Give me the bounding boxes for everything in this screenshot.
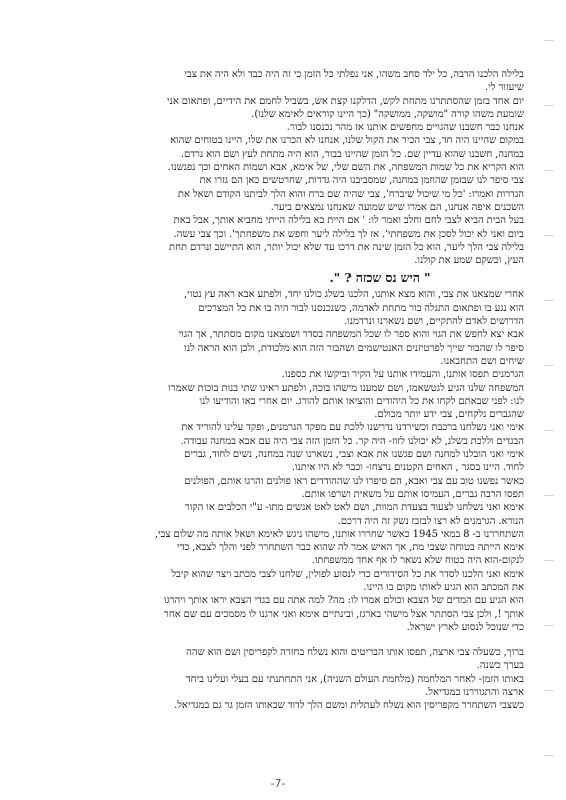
text-line: הוא הגיע עם המדים של הצבא וכולם אמרו לו: מה? למה אתה עם בגדי הצבא יראו אותך ויהרגו — [163, 595, 524, 607]
text-line: צבי סיפר לנו שבזמן שהוזמן במחנה, שמסביבנו היה גדרות, שחרטשים כאן הם גזרו את — [199, 175, 524, 187]
text-line: הדרושים לאדם להתקיים, ושם נשארנו ונרדמנו. — [343, 316, 524, 328]
text-line: הוא הקריא את כל שמות המשפחה, את השם שלי, של אימא, אבא ושמות האחים וכך נפגשנו. — [167, 162, 524, 174]
text-line: כדי שנוכל לנסוע לארץ ישראל. — [406, 621, 524, 633]
text-line: סיפר לו שהבור שייך לפרטיזנים האנטישמים ושהבור הזה הוא מלכודת, ולכן הוא הראה לנו — [184, 342, 524, 354]
margin-tick — [544, 625, 554, 626]
margin-tick — [544, 105, 554, 106]
text-line: הגדרות ואמרו: 'כל מי שיכול שיברח', צבי שהיה שם ברח והוא הלך לביתנו הקודם ושאל את — [177, 188, 524, 200]
margin-tick — [544, 690, 554, 691]
page-number: -7- — [270, 777, 286, 790]
text-line: בערך כשנה. — [476, 660, 524, 672]
margin-tick — [544, 560, 554, 561]
text-line: אימי ואני נשלחנו ברכבת וכשירדנו נדרשנו ללכת עם מפקד הגרמנים, ופקד עלינו להוריד את — [181, 422, 524, 434]
text-line: אותך !, ולכן צבי הסתתר אצל מישהי בארגז, ובינתיים אימא ואני ארגנו לו מסמכים עם שם אחר — [163, 608, 524, 620]
text-line: כשצבי השתחרר מקפריסין הוא נשלח לעתלית ומשם הלך לדוד שבאותו הזמן גר גם במגדיאל. — [174, 700, 524, 712]
text-line: אימא ואני נשלחנו לצעוד בצעדת המוות, ושם לאט לאט אנשים מתו- ע"י הכלבים או הקור — [184, 502, 524, 514]
text-line: בלילה הלכנו הרבה, כל ילד סחב משהו, אני נפלתי כל הזמן כי זה היה כבד ולא היה את צבי — [184, 69, 524, 80]
text-line: אימי ואני הובלנו למחנה ושם פגשנו את אבא וצבי, נשארנו שנה במחנה, נשים לחוד, גברים — [184, 449, 524, 461]
margin-tick — [544, 495, 554, 496]
text-line: הגרמנים תפסו אותנו, והעמידו אותנו על הקיר וביקשו את כספנו. — [281, 369, 524, 381]
text-line: אנחנו כבר חשבנו שהגויים מחפשים אותנו אז מהר נכנסנו לבור. — [286, 122, 524, 134]
text-line: ביום ואני לא יכול לסכן את משפחתי'. אז לך בלילה ליער וחפש את משפחתך'. וכך צבי עשה. — [173, 228, 524, 240]
margin-tick — [544, 755, 554, 756]
text-line: השתחררנו ב- 8 במאי 1945 כאשר שחררו אותנו, מישהו ניגש לאימא ושאל אותה מה שלום צבי, — [154, 528, 524, 540]
text-line: אימא הייתה בטוחה שצבי מת, אך האיש אמר לה שהוא כבר השתחרר לפני והלך לצבא, כדי — [177, 542, 524, 554]
text-line: לנו: לפני שבאתם לקחו את כל היהודים והוציאו אותם להורג. יום אחרי באו והודיעו לנו — [199, 395, 524, 407]
text-line: את המכתב הוא הגיע לאותו מקום בו היינו. — [363, 581, 524, 593]
text-line: אחרי שמצאנו את צבי, והוא מצא אותנו, הלכנו בשלג כולנו יחד, ולפתע אבא ראה עץ נטוי, — [183, 289, 524, 301]
text-line: אבא יצא לחפש את הגוי והוא ספר לו שכל המשפחה בסדר ושמצאנו מקום מסתתר, אך הגוי — [178, 329, 524, 341]
text-line: בלילה צבי הלך ליער, הוא כל הזמן שינה את דרכו עד שלא יכול יותר, הוא התיישב ונרדם תחת — [169, 241, 524, 253]
margin-tick — [544, 235, 554, 236]
margin-tick — [544, 430, 554, 431]
text-line: ברוך, כשעלה צבי ארצה, תפסו אותו הבריטים והוא נשלח בחזרה לקפריסין ושם הוא שהה — [186, 647, 524, 659]
text-line: הוא נגע בו ופתאום התגלה בור מתחת לאדמה, כשנכנסנו לבור היה בו את כל המצרכים — [198, 302, 524, 314]
text-line: המשפחה שלנו הגיע לגטשאמו, ושם שמענו מישהו בוכה, ולפתע ראינו שתי בנות בוכות שאמרו — [168, 382, 524, 394]
text-line: במקום שהיינו היה חד, צבי הכיר את הקול שלנו, אנחנו לא הכרנו את שלו, היינו בטוחים שהוא — [170, 135, 524, 147]
text-line: השכנים איפה אנחנו, הם אמרו שיש שמועה שאנחנו נמצאים ביער. — [270, 201, 524, 213]
text-line: לנקום-הוא היה בטוח שלא נשאר לו אף אחד ממשפחתו. — [311, 555, 524, 567]
document-body — [66, 68, 524, 713]
paragraph-gap — [66, 634, 524, 646]
text-line: יום אחד בזמן שהסתתרנו מתחת לקש, הדלקנו קצת אש, בשביל לחמם את הידיים, ופתאום אני — [167, 95, 524, 107]
text-line: בעל הבית הביא לצבי לחם וחלב ואמר לו: ' אם היית בא בלילה הייתי מחביא אותך, אבל באת — [173, 215, 524, 227]
section-heading: " היש נס שכזה ? ". — [329, 270, 431, 286]
text-line: שומעת משהו קורה "מושקה, ממושקה" (כך היינו קוראים לאימא שלנו). — [251, 108, 524, 120]
text-line: אימא ואני הלכנו לסדר את כל הסידורים כדי לנסוע לפולין, שלחנו לצבי מכתב ויצר שהוא קיבל — [171, 568, 524, 580]
text-line: ארצה והתגוררנו במגדיאל. — [425, 687, 524, 699]
text-line: שיחים ושם התחבאנו. — [440, 355, 524, 367]
margin-tick — [544, 40, 554, 41]
text-line: שהגברים נלקחים, צבי ידע יותר מכולם. — [374, 409, 524, 421]
margin-tick — [544, 170, 554, 171]
text-line: לחוד. היינו בסגר , האחים הקטנים נרצחו- וכבר לא היו איתנו. — [291, 462, 524, 474]
margin-tick — [544, 300, 554, 301]
text-line: כאשר נפשנו טוב עם צבי ואבא, הם סיפרו לנו שההודדים ראו פולנים והרגו אותם, הפולנים — [184, 475, 524, 487]
text-line: הנורא. הגרמנים לא רצו לבזבז נשק זה היה דרכם. — [337, 515, 524, 527]
text-line: תפסו הרבה גברים, העמיסו אותם על משאית ושרפו אותם. — [301, 488, 524, 500]
text-line: במחנה, חשבנו שהוא עדיין שם. כל הזמן שהיינו בבור, הוא היה מתחת לעץ ושם הוא נרדם. — [180, 148, 524, 160]
margin-tick — [544, 365, 554, 366]
text-line: באותו הזמן- לאחר המלחמה (מלחמת העולם השניה), אני התחתנתי עם בעלי ועלינו ביחד — [185, 673, 524, 685]
text-line: שיעזור לי. — [485, 82, 524, 94]
text-line: הבגדים וללכת בשלג, לא יכולנו לזוז- היה קר. כל הזמן הזה צבי היה עם אבא במחנה עבודה. — [180, 435, 524, 447]
text-line: העץ, וכשקם שמע את קולנו. — [414, 255, 524, 267]
